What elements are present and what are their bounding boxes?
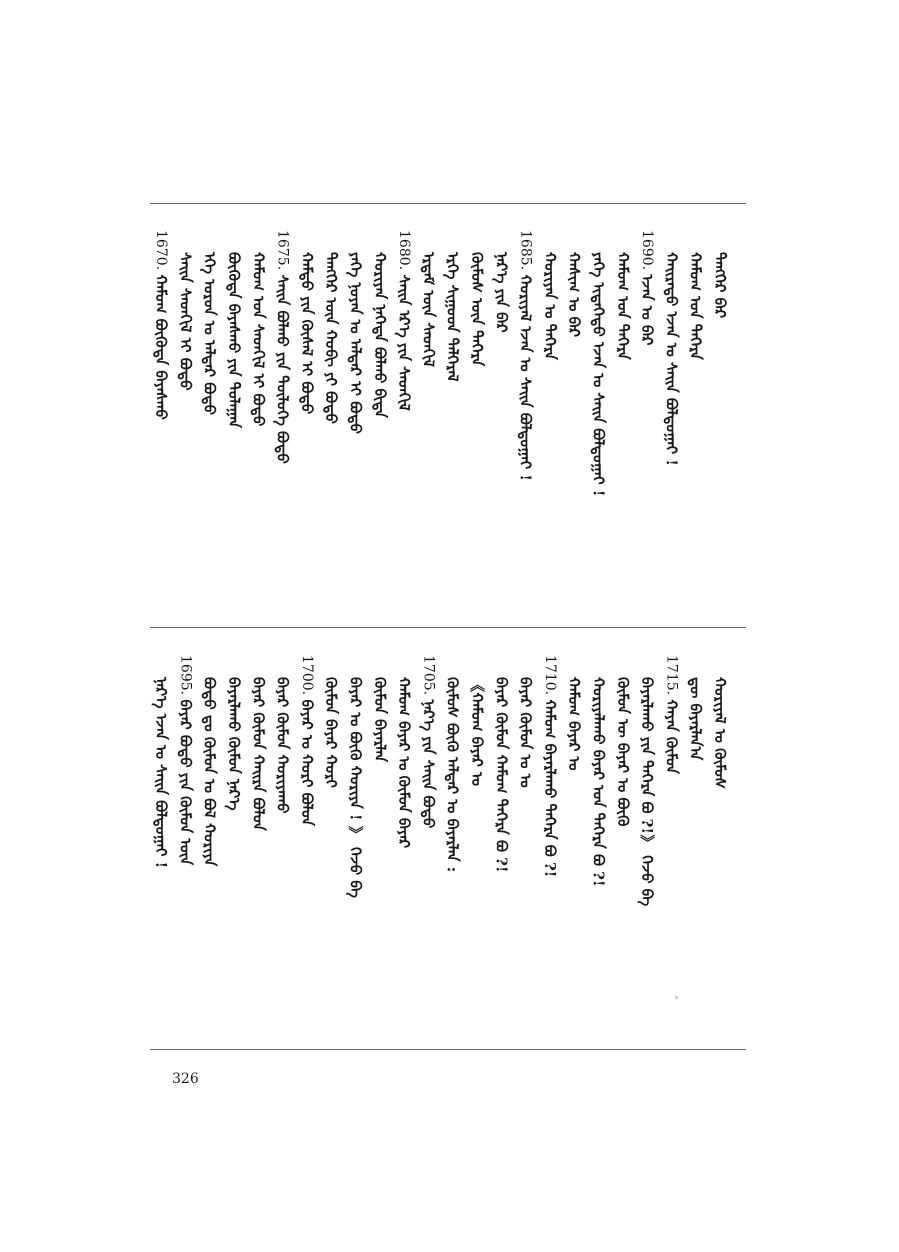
- verse-line: [200, 230, 220, 415]
- verse-text: ᠬᠠᠮᠤᠭ ᠪᠦᠭᠦᠳᠡ ᠪᠠᠶᠠᠰᠬᠤ: [152, 274, 171, 420]
- verse-line: [613, 230, 633, 360]
- verse-text: ᠬᠣᠷᠢᠶᠠᠯ ᠤ ᠬᠦᠮᠦᠰ: [711, 677, 729, 789]
- verse-line: [661, 655, 681, 774]
- top-rule: [150, 203, 746, 204]
- verse-text: ᠰᠠᠢᠨ ᠰᠡᠳᠬᠢᠯ ᠢ ᠪᠣᠳᠣ: [176, 252, 195, 391]
- line-number: 1700.: [298, 655, 315, 700]
- line-number: 1695.: [177, 655, 194, 700]
- verse-text: ᠬᠠᠮᠤᠭ ᠪᠠᠶᠠᠷ ᠤ ᠬᠦᠮᠦᠨ ᠪᠠᠶᠠᠷ: [395, 677, 414, 848]
- verse-line: [200, 655, 220, 866]
- line-number: 1670.: [153, 230, 170, 275]
- verse-text: ᠰᠠᠢᠨ ᠡᠷ᠎ᠡ ᠶᠢᠨ ᠰᠡᠳᠬᠢᠯ: [395, 274, 414, 411]
- verse-line: [346, 230, 366, 434]
- verse-text: ᠬᠦᠮᠦᠨ ᠪᠠᠶᠠᠷ ᠬᠣᠷᠢ: [322, 677, 341, 788]
- verse-line: [540, 230, 560, 360]
- line-number: 1685.: [517, 230, 534, 275]
- verse-line: [418, 655, 438, 828]
- verse-line: [224, 655, 244, 811]
- verse-line: [467, 230, 487, 366]
- verse-text: ᠲᠡᠩᠭᠡᠷ ᠦᠨ ᠬᠤᠪᠢ ᠶᠢ ᠪᠣᠳᠣ: [322, 252, 341, 424]
- verse-line: [151, 655, 171, 868]
- verse-line: [613, 655, 633, 826]
- verse-text: ᠪᠠᠶᠠᠷ ᠬᠦᠮᠦᠨ ᠬᠠᠢᠷᠠ ᠪᠤᠯᠤᠨ: [249, 677, 268, 831]
- verse-text: ᠪᠠᠶᠠᠷ ᠪᠣᠳᠣ ᠶᠢᠨ ᠬᠦᠮᠦᠨ ᠦᠨ: [176, 699, 195, 866]
- verse-text: 《ᠬᠠᠮᠤᠭ ᠪᠠᠶᠠᠷ ᠤ: [468, 677, 486, 786]
- verse-line: [516, 655, 536, 788]
- verse-line: [661, 230, 681, 466]
- verse-line: [540, 655, 560, 877]
- verse-text: ᠬᠠᠢᠷᠠᠲᠤ ᠡᠵᠡᠨ ᠤ ᠰᠠᠢᠨ ᠪᠣᠯᠲᠤᠭᠠᠢ !: [662, 252, 681, 466]
- line-number: 1680.: [396, 230, 413, 275]
- verse-text: ᠪᠠᠶᠠᠷ ᠤ ᠬᠣᠷᠢ ᠪᠤᠯᠤᠨ: [297, 699, 316, 826]
- verse-text: ᠬᠠᠮᠲᠤ ᠶᠢᠨ ᠬᠦᠰᠡᠯ ᠢ ᠪᠣᠳᠣ: [297, 252, 316, 415]
- line-number: 1690.: [639, 230, 656, 275]
- verse-line: [151, 230, 171, 420]
- verse-text: ᠪᠠᠶᠠᠷ ᠬᠦᠮᠦᠨ ᠬᠣᠷᠢᠶᠠᠬᠤ: [273, 677, 292, 814]
- verse-line: [394, 230, 414, 411]
- line-number: 1675.: [274, 230, 291, 275]
- verse-text: ᠬᠠᠮᠤᠭ ᠪᠠᠶᠠᠷᠯᠠᠬᠤ ᠳᠡᠭᠡᠷᠡ ᠪᠤ ?!: [540, 699, 559, 878]
- verse-text: ᠡᠷᠳᠡᠮ ᠦᠨ ᠰᠡᠳᠬᠢᠯ: [419, 252, 438, 367]
- verse-line: [710, 655, 730, 789]
- verse-line: [589, 655, 609, 887]
- verse-text: ᠰᠠᠢᠨ ᠪᠣᠯᠬᠤ ᠶᠢᠨ ᠲᠥᠯᠥᠭᠡ ᠪᠣᠳᠣ: [273, 274, 292, 464]
- verse-text: ᠬᠠᠮᠤᠭ ᠪᠠᠶᠠᠷ ᠤ: [565, 677, 584, 771]
- verse-line: [370, 655, 390, 762]
- scan-speck: [675, 996, 678, 999]
- verse-text: ᠪᠣᠳᠣ ᠳᠤ ᠬᠦᠮᠦᠨ ᠤ ᠪᠣᠯ ᠬᠣᠷᠢᠶᠠ: [200, 677, 219, 867]
- verse-text: ᠶᠡᠬᠡ ᠨᠣᠶᠠᠨ ᠤ ᠠᠯᠳᠠᠷ ᠢ ᠪᠣᠳᠣ: [346, 252, 365, 434]
- verse-line: [443, 655, 463, 872]
- line-number: 1705.: [420, 655, 437, 700]
- verse-line: [175, 230, 195, 390]
- verse-line: [297, 655, 317, 826]
- verse-line: [248, 230, 268, 426]
- verse-text: ᠨᠡᠷ᠎ᠡ ᠶᠢᠨ ᠰᠠᠢᠨ ᠪᠣᠳᠣ: [419, 699, 438, 829]
- verse-line: [321, 655, 341, 788]
- verse-line: [491, 655, 511, 873]
- verse-line: [418, 230, 438, 367]
- verse-text: ᠡᠷᠬᠡ ᠰᠢᠭᠤᠳ ᠳᠡᠯᠭᠡᠷᠡᠯ: [443, 252, 462, 382]
- verse-text: ᠡᠬᠡ ᠣᠷᠣᠨ ᠤ ᠠᠯᠳᠠᠷ ᠪᠣᠳᠣ: [200, 252, 219, 415]
- verse-line: [710, 230, 730, 318]
- verse-line: [175, 655, 195, 865]
- verse-text: ᠬᠠᠰᠢᠭ ᠤ ᠪᠡᠷ: [565, 252, 584, 338]
- line-number: 1710.: [541, 655, 558, 700]
- verse-line: [273, 230, 293, 464]
- verse-text: ᠶᠡᠬᠡ ᠢᠳᠡᠭᠡᠳᠦ ᠡᠵᠡᠨ ᠤ ᠰᠠᠢᠨ ᠪᠣᠯᠲᠤᠭᠠᠢ !: [589, 252, 608, 497]
- verse-text: ᠬᠠᠶᠠᠨ ᠬᠦᠮᠦᠨ: [662, 699, 681, 774]
- verse-text: ᠬᠦᠮᠦᠰ ᠪᠦᠬᠦ ᠠᠯᠳᠠᠷ ᠤ ᠪᠠᠶᠠᠷᠯᠠᠨ :: [443, 677, 462, 873]
- verse-line: [224, 230, 244, 428]
- verse-line: [686, 230, 706, 360]
- verse-line: [564, 655, 584, 770]
- verse-text: ᠪᠠᠶᠠᠷᠯᠠᠬᠤ ᠬᠦᠮᠦᠨ ᠨᠡᠷ᠎ᠡ: [225, 677, 243, 811]
- verse-text: ᠬᠠᠮᠤᠭ ᠤᠨ ᠳᠡᠭᠡᠷᠡ: [686, 252, 705, 360]
- verse-text: ᠬᠠᠮᠤᠭ ᠤᠨ ᠰᠡᠳᠬᠢᠯ ᠢ ᠪᠣᠳᠣ: [249, 252, 268, 427]
- verse-text: ᠪᠠᠶᠠᠷ ᠬᠦᠮᠦᠨ ᠬᠠᠮᠤᠭ ᠳᠡᠭᠡᠷᠡ ᠪᠤ ?!: [492, 677, 511, 873]
- bottom-rule: [150, 1049, 746, 1050]
- verse-line: [248, 655, 268, 831]
- verse-line: [564, 230, 584, 337]
- verse-line: [637, 655, 657, 906]
- verse-text: ᠪᠠᠶᠠᠷ ᠤ ᠪᠦᠬᠦ ᠬᠣᠷᠢᠶᠠ ! 》 ᠭᠡᠵᠦ ᠪᠠ: [346, 677, 365, 898]
- middle-rule: [150, 627, 746, 628]
- verse-text: ᠬᠦᠮᠦᠨ ᠦ ᠪᠠᠶᠠᠷ ᠤ ᠪᠦᠬᠦ: [613, 677, 632, 827]
- verse-text: ᠳᠦ ᠪᠠᠶᠠᠷᠯᠠᠨ᠎ᠠ: [686, 677, 705, 761]
- verse-line: [467, 655, 487, 786]
- verse-text: ᠡᠵᠡᠨ ᠤ ᠪᠡᠷ: [638, 274, 657, 346]
- page-number: 326: [172, 1071, 199, 1087]
- verse-line: [273, 655, 293, 814]
- verse-text: ᠪᠦᠭᠦᠳᠡ ᠪᠠᠶᠠᠰᠬᠤ ᠶᠢᠨ ᠳᠤᠯᠠᠭᠠᠨ: [225, 252, 243, 429]
- verse-text: ᠨᠡᠷ᠎ᠡ ᠡᠵᠡᠨ ᠤ ᠰᠠᠢᠨ ᠪᠣᠯᠲᠤᠭᠠᠢ !: [152, 677, 171, 869]
- verse-line: [297, 230, 317, 414]
- verse-text: ᠬᠣᠷᠢᠶᠠᠨ ᠤ ᠳᠡᠭᠡᠷᠡ: [540, 252, 559, 360]
- verse-line: [589, 230, 609, 496]
- verse-line: [491, 230, 511, 333]
- verse-line: [516, 230, 536, 481]
- verse-line: [321, 230, 341, 424]
- verse-line: [370, 230, 390, 418]
- verse-text: ᠬᠣᠷᠢᠶᠠᠨ ᠨᠡᠭᠡᠲᠡ ᠪᠣᠯᠬᠤ ᠪᠢᠳᠡ: [370, 252, 389, 418]
- verse-text: ᠬᠣᠷᠢᠶᠠᠯ ᠡᠵᠡᠨ ᠤ ᠰᠠᠢᠨ ᠪᠣᠯᠲᠤᠭᠠᠢ !: [516, 274, 535, 481]
- verse-line: [346, 655, 366, 898]
- verse-text: ᠪᠠᠶᠠᠷᠯᠠᠬᠤ ᠶᠢᠨ ᠳᠡᠭᠡᠷᠡ ᠪᠤ ?!》 ᠭᠡᠵᠦ ᠪᠠ: [638, 677, 657, 907]
- verse-text: ᠬᠦᠮᠦᠨ ᠪᠠᠶᠠᠷᠯᠠᠨ: [370, 677, 389, 763]
- verse-line: [443, 230, 463, 382]
- lower-text-panel: [150, 655, 746, 1040]
- upper-text-panel: [150, 230, 746, 620]
- verse-text: ᠪᠠᠶᠠᠷ ᠬᠦᠮᠦᠨ ᠤ ᠤ: [516, 677, 535, 788]
- line-number: 1715.: [663, 655, 680, 700]
- verse-text: ᠲᠡᠩᠭᠡᠷ ᠪᠡᠷ: [711, 252, 729, 319]
- verse-text: ᠬᠦᠮᠦᠰ ᠦᠨ ᠳᠡᠭᠡᠷᠡ: [468, 252, 486, 367]
- verse-line: [394, 655, 414, 848]
- verse-line: [686, 655, 706, 760]
- verse-text: ᠬᠠᠮᠤᠭ ᠤᠨ ᠳᠡᠭᠡᠷᠡ: [613, 252, 632, 360]
- verse-text: ᠬᠣᠷᠢᠶᠠᠯᠠᠬᠤ ᠪᠠᠶᠠᠷ ᠤᠨ ᠳᠡᠭᠡᠷᠡ ᠪᠤ ?!: [589, 677, 608, 887]
- verse-line: [637, 230, 657, 345]
- verse-text: ᠨᠡᠷ᠎ᠡ ᠶᠢᠨ ᠪᠡᠷ: [492, 252, 511, 333]
